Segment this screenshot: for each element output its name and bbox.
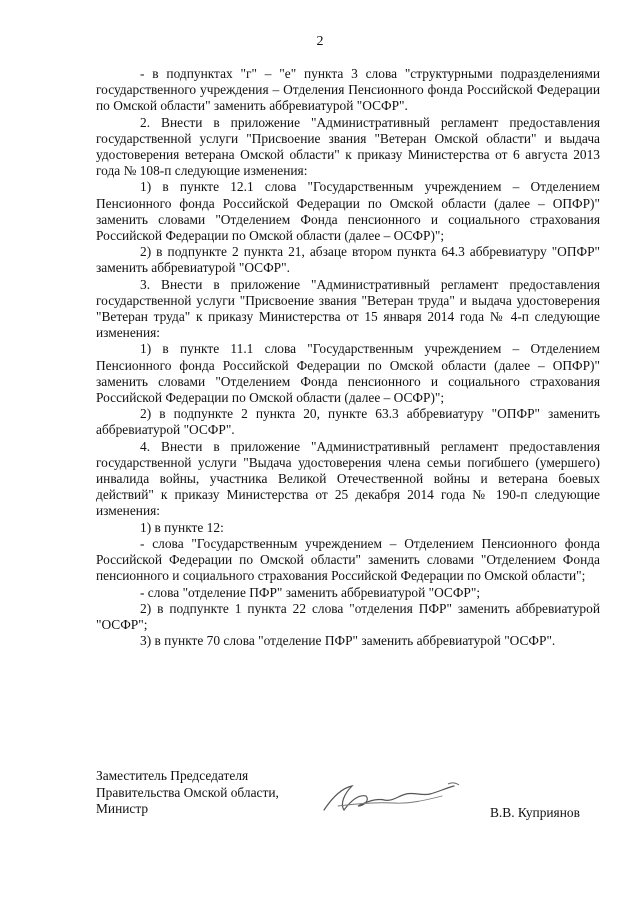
handwritten-signature-icon (314, 776, 464, 820)
paragraph-1: - в подпунктах "г" – "е" пункта 3 слова "структурными подразделениями государственного учреждения – Отделения Пенсионного фонда Российской Федерации по Омской области" заменить аббревиатурой "ОСФР". (96, 66, 600, 114)
signer-position-line3: Министр (96, 801, 149, 816)
signer-position-line1: Заместитель Председателя (96, 768, 249, 783)
paragraph-9: 1) в пункте 12: (140, 519, 224, 535)
paragraph-12: 2) в подпункте 1 пункта 22 слова "отделения ПФР" заменить аббревиатурой "ОСФР"; (96, 600, 600, 632)
paragraph-8: 4. Внести в приложение "Административный регламент предоставления государственной услуги "Выдача удостоверения члена семьи погибшего (умершего) инвалида войны, участника Великой Отечественной войны и ветерана боевых действий" к приказу Министерства от 25 декабря 2014 года № 190-п следующие изменения: (96, 438, 600, 519)
paragraph-10: - слова "Государственным учреждением – Отделением Пенсионного фонда Российской Федерации по Омской области" заменить словами "Отделением Фонда пенсионного и социального страхования Российской Федерации по Омской области"; (96, 535, 600, 584)
signer-position-line2: Правительства Омской области, (96, 784, 279, 800)
paragraph-13: 3) в пункте 70 слова "отделение ПФР" заменить аббревиатурой "ОСФР". (140, 633, 556, 649)
signer-name: В.В. Куприянов (490, 805, 580, 820)
paragraph-5: 3. Внести в приложение "Административный регламент предоставления государственной услуги "Присвоение звания "Ветеран труда" и выдача удостоверения "Ветеран труда" к приказу Министерства от 15 января 2014 года № 4-п следующие изменения: (96, 276, 600, 341)
paragraph-2: 2. Внести в приложение "Административный регламент предоставления государственной услуги "Присвоение звания "Ветеран Омской области" и выдача удостоверения ветерана Омской области" к приказу Министерства от 6 августа 2013 года № 108-п следующие изменения: (96, 114, 600, 179)
page-number: 2 (316, 34, 324, 49)
document-body (96, 66, 600, 649)
paragraph-3: 1) в пункте 12.1 слова "Государственным учреждением – Отделением Пенсионного фонда Российской Федерации по Омской области (далее – ОПФР)" заменить словами "Отделением Фонда пенсионного и социального страхования Российской Федерации по Омской области (далее – ОСФР)"; (96, 179, 600, 244)
paragraph-4: 2) в подпункте 2 пункта 21, абзаце втором пункта 64.3 аббревиатуру "ОПФР" заменить аббревиатурой "ОСФР". (96, 244, 600, 276)
paragraph-7: 2) в подпункте 2 пункта 20, пункте 63.3 аббревиатуру "ОПФР" заменить аббревиатурой "ОСФР". (96, 406, 600, 438)
paragraph-11: - слова "отделение ПФР" заменить аббревиатурой "ОСФР"; (140, 584, 481, 600)
paragraph-6: 1) в пункте 11.1 слова "Государственным учреждением – Отделением Пенсионного фонда Российской Федерации по Омской области (далее – ОПФР)" заменить словами "Отделением Фонда пенсионного и социального страхования Российской Федерации по Омской области (далее – ОСФР)"; (96, 341, 600, 406)
